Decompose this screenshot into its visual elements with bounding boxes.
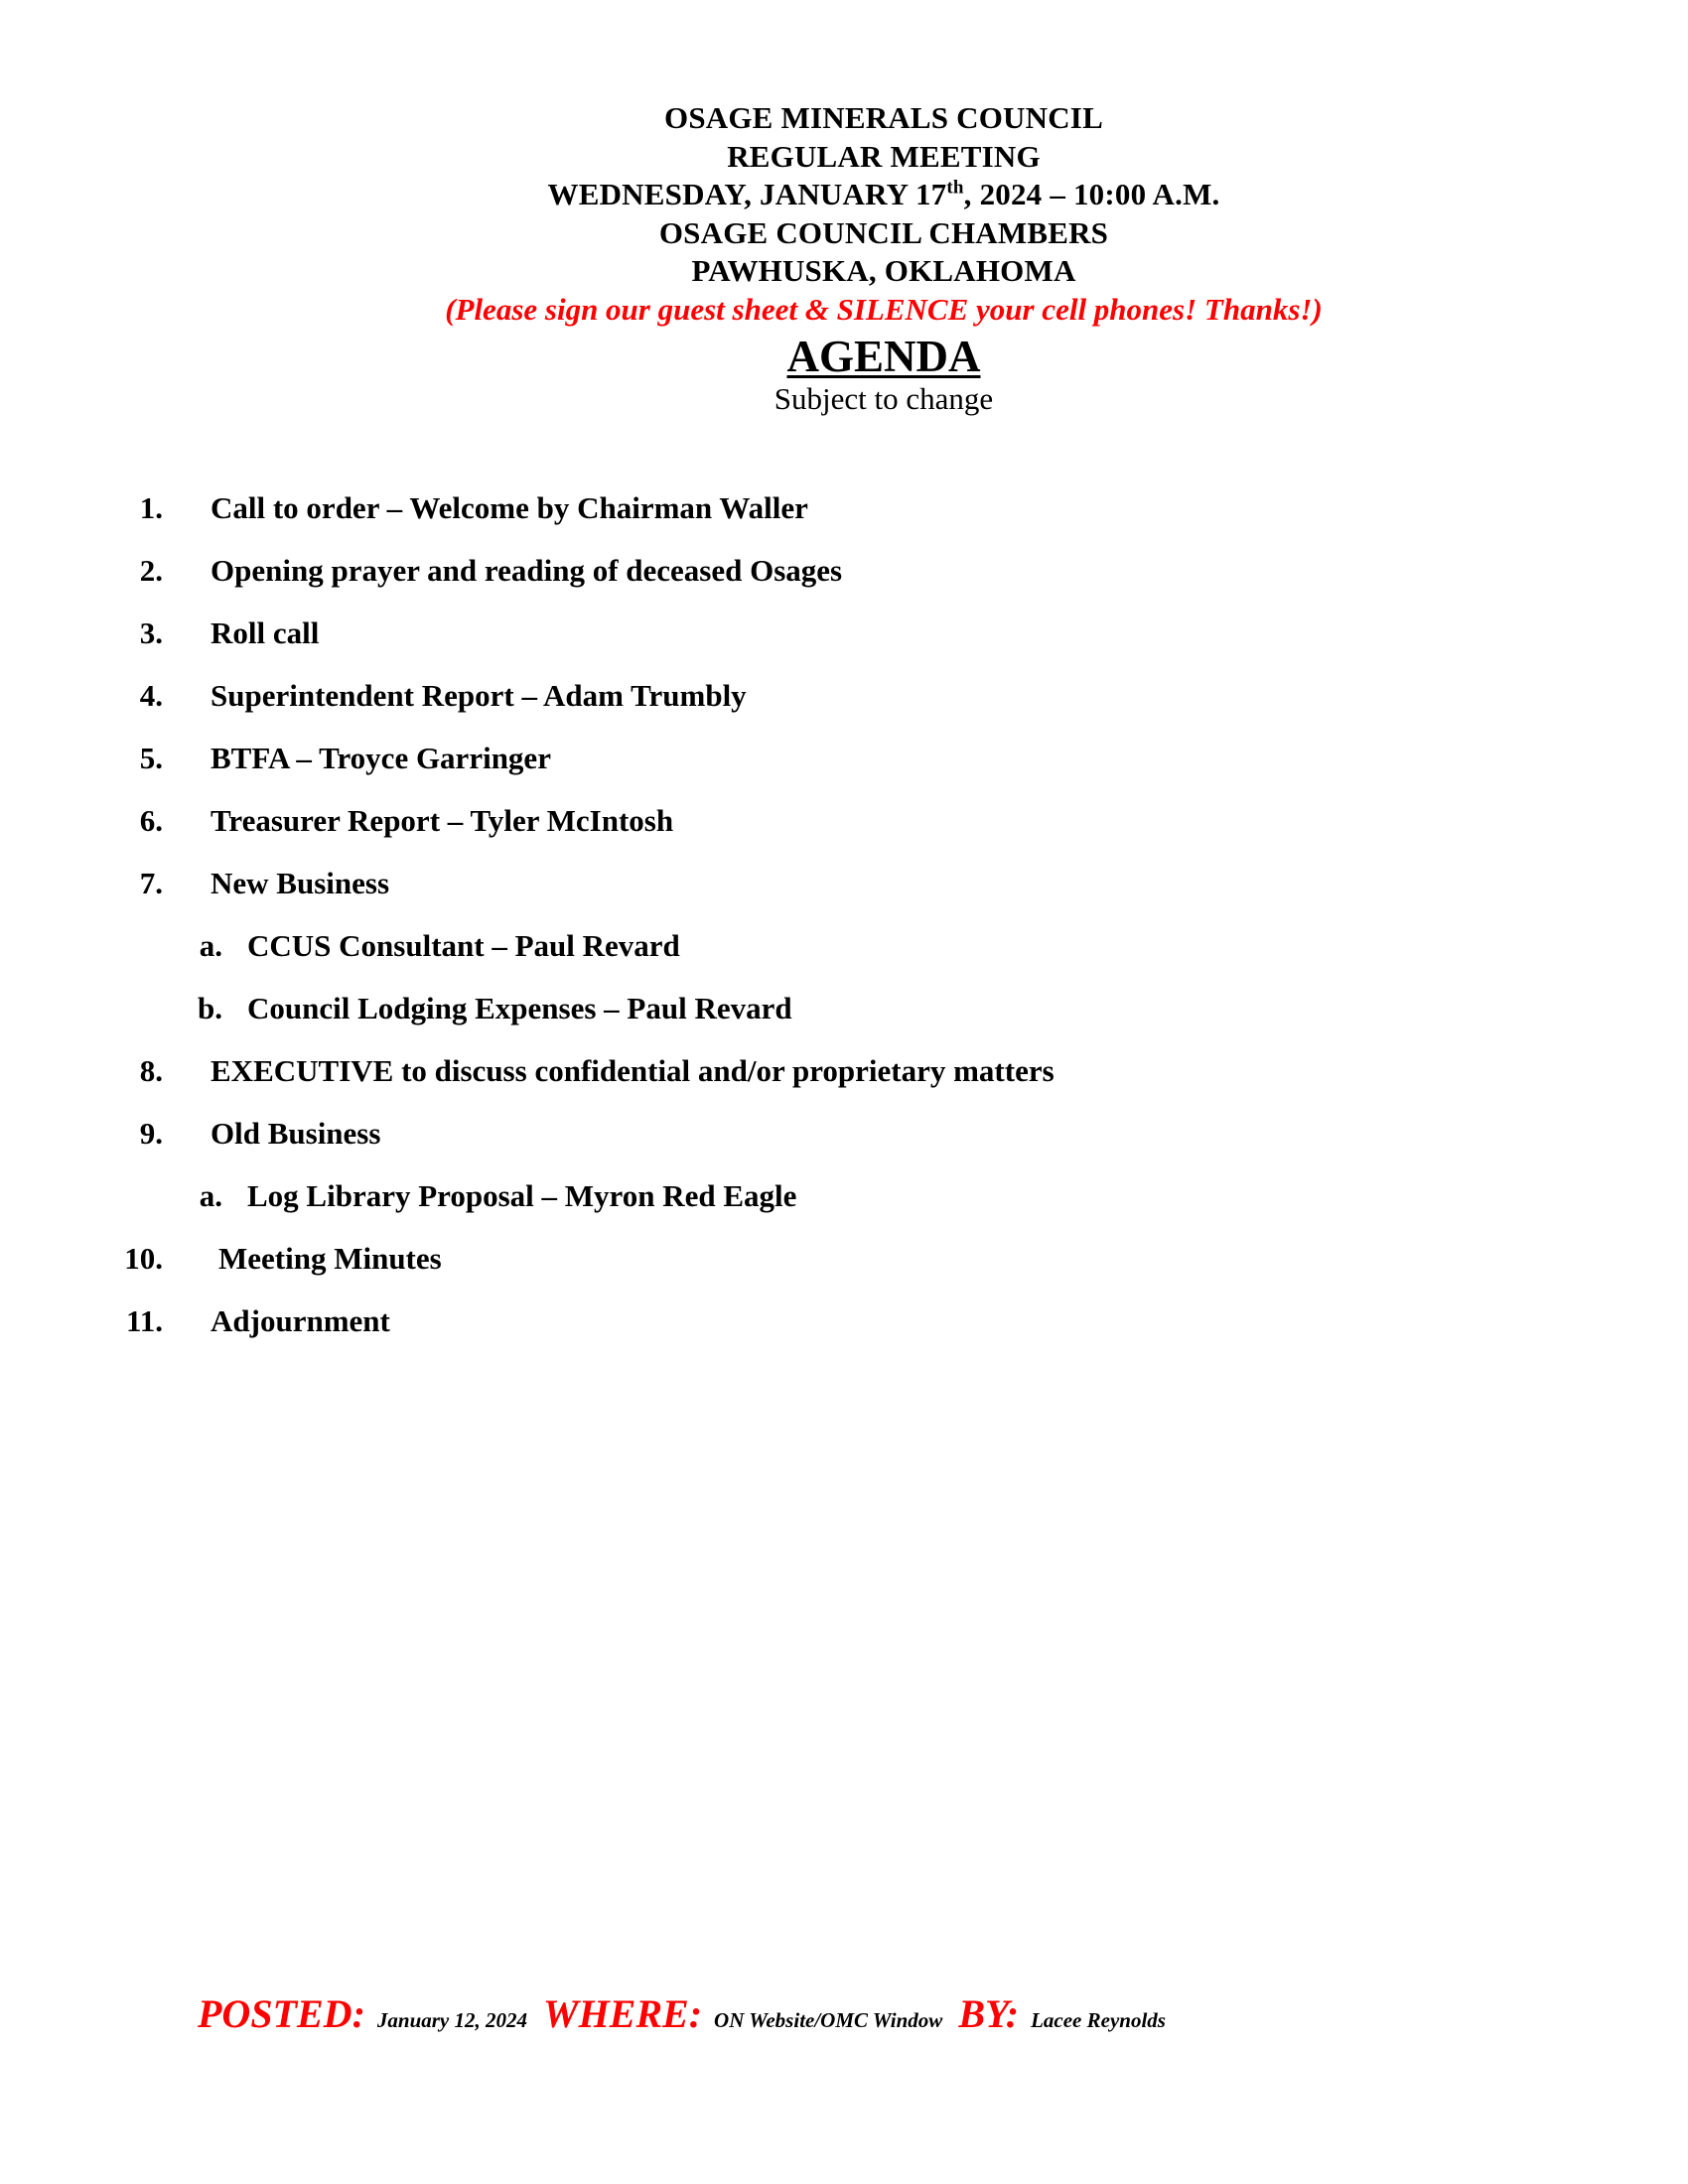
list-item	[0, 1301, 1688, 1364]
page-title: AGENDA	[786, 332, 981, 381]
item-text: Meeting Minutes	[218, 1241, 442, 1276]
meeting-date	[0, 176, 1688, 214]
subitem-letter: b.	[198, 991, 222, 1025]
list-item	[0, 614, 1688, 676]
item-text: Treasurer Report – Tyler McIntosh	[211, 803, 674, 838]
list-item	[0, 739, 1688, 801]
item-text: Roll call	[211, 615, 320, 650]
item-number: 3.	[139, 615, 163, 650]
meeting-date-prefix: WEDNESDAY, JANUARY 17	[547, 177, 947, 211]
meeting-date-suffix: , 2024 – 10:00 A.M.	[963, 177, 1220, 211]
posted-label: POSTED:	[198, 1991, 365, 2036]
list-item	[0, 1114, 1688, 1176]
subitem-text: Log Library Proposal – Myron Red Eagle	[247, 1178, 797, 1213]
item-text: BTFA – Troyce Garringer	[211, 741, 551, 775]
meeting-date-ordinal: th	[946, 177, 964, 199]
subitem-text: CCUS Consultant – Paul Revard	[247, 928, 680, 963]
item-number: 8.	[139, 1053, 163, 1088]
item-text: New Business	[211, 866, 390, 900]
list-subitem	[0, 989, 1688, 1051]
page-subtitle: Subject to change	[774, 381, 994, 416]
list-item	[0, 864, 1688, 926]
meeting-city: PAWHUSKA, OKLAHOMA	[691, 253, 1076, 288]
subitem-text: Council Lodging Expenses – Paul Revard	[247, 991, 792, 1025]
item-number: 10.	[124, 1241, 163, 1276]
item-text: Adjournment	[211, 1303, 390, 1338]
list-item	[0, 1051, 1688, 1114]
where-label: WHERE:	[543, 1991, 703, 2036]
item-text: EXECUTIVE to discuss confidential and/or proprietary matters	[211, 1053, 1055, 1088]
item-text: Old Business	[211, 1116, 381, 1151]
list-item	[0, 488, 1688, 551]
list-item	[0, 676, 1688, 739]
org-name: OSAGE MINERALS COUNCIL	[664, 100, 1103, 135]
list-item	[0, 801, 1688, 864]
meeting-type: REGULAR MEETING	[727, 138, 1041, 174]
item-text: Call to order – Welcome by Chairman Waller	[211, 490, 808, 525]
agenda-header	[0, 99, 1688, 417]
list-item	[0, 1239, 1688, 1301]
agenda-list	[0, 488, 1688, 1364]
item-number: 7.	[139, 866, 163, 900]
list-item	[0, 551, 1688, 614]
list-subitem	[0, 926, 1688, 989]
meeting-location: OSAGE COUNCIL CHAMBERS	[658, 214, 1109, 250]
by-value: Lacee Reynolds	[1031, 2008, 1166, 2032]
list-subitem	[0, 1176, 1688, 1239]
posting-footer	[198, 1990, 1178, 2037]
where-value: ON Website/OMC Window	[714, 2008, 943, 2032]
subitem-letter: a.	[199, 928, 222, 963]
item-number: 9.	[139, 1116, 163, 1151]
item-text: Opening prayer and reading of deceased Osages	[211, 553, 843, 588]
guest-reminder: (Please sign our guest sheet & SILENCE your cell phones! Thanks!)	[445, 291, 1323, 327]
item-number: 4.	[139, 678, 163, 713]
subitem-letter: a.	[199, 1178, 222, 1213]
posted-date: January 12, 2024	[376, 2008, 527, 2032]
item-number: 5.	[139, 741, 163, 775]
item-number: 2.	[139, 553, 163, 588]
by-label: BY:	[958, 1991, 1020, 2036]
item-number: 1.	[139, 490, 163, 525]
item-number: 11.	[125, 1303, 163, 1338]
item-number: 6.	[139, 803, 163, 838]
item-text: Superintendent Report – Adam Trumbly	[211, 678, 747, 713]
